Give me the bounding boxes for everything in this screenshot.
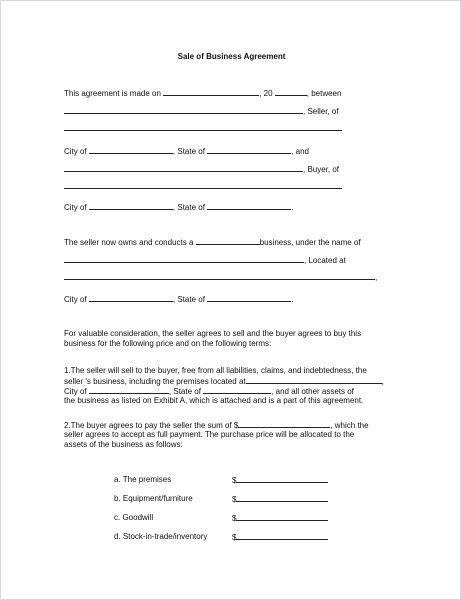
seller-city-label: City of bbox=[64, 147, 87, 156]
dollar-sign: $ bbox=[232, 533, 237, 542]
sum-blank[interactable] bbox=[238, 420, 330, 428]
clause2-line-3: assets of the business as follows: bbox=[64, 440, 183, 449]
allocation-equipment-field bbox=[232, 494, 328, 505]
premises-state-label: , State of bbox=[168, 387, 201, 396]
buyer-city-label: City of bbox=[64, 203, 87, 212]
year-prefix-text: , 20 bbox=[259, 89, 273, 98]
between-text: , between bbox=[306, 89, 342, 98]
and-text: , and bbox=[291, 147, 309, 156]
dollar-sign: $ bbox=[232, 476, 237, 485]
comma-text: , bbox=[381, 377, 384, 386]
date-blank[interactable] bbox=[163, 88, 259, 96]
sum-text: 2.The buyer agrees to pay the seller the sum of $ bbox=[64, 421, 239, 430]
business-type-blank[interactable] bbox=[196, 237, 260, 245]
located-at-text: , Located at bbox=[304, 256, 346, 265]
buyer-state-blank[interactable] bbox=[207, 202, 294, 212]
seller-city-state-line bbox=[64, 146, 309, 157]
business-address-blank[interactable] bbox=[64, 272, 378, 282]
clause2-line-2: seller agrees to accept as full payment. The purchase price will be allocated to the bbox=[64, 430, 355, 439]
consideration-line-1: For valuable consideration, the seller agrees to sell and the buyer agrees to buy this bbox=[64, 329, 362, 338]
which-the-text: , which the bbox=[330, 421, 369, 430]
goodwill-amount-blank[interactable] bbox=[236, 513, 328, 521]
allocation-premises-label: a. The premises bbox=[114, 475, 172, 484]
buyer-state-label: , State of bbox=[172, 203, 205, 212]
business-name-blank[interactable] bbox=[64, 255, 304, 263]
premises-state-blank[interactable] bbox=[203, 386, 271, 394]
seller-state-blank[interactable] bbox=[207, 146, 291, 154]
allocation-inventory-label: d. Stock-in-trade/inventory bbox=[114, 532, 208, 541]
seller-city-blank[interactable] bbox=[89, 146, 173, 154]
equipment-amount-blank[interactable] bbox=[236, 494, 328, 502]
buyer-name-line bbox=[64, 164, 339, 175]
business-state-label: , State of bbox=[172, 295, 205, 304]
business-type-line bbox=[64, 237, 361, 248]
premises-city-blank[interactable] bbox=[89, 386, 169, 394]
allocation-goodwill-field bbox=[232, 513, 328, 524]
seller-name-blank[interactable] bbox=[64, 106, 303, 114]
consideration-line-2: business for the following price and on the following terms: bbox=[64, 339, 272, 348]
dollar-sign: $ bbox=[232, 495, 237, 504]
business-state-blank[interactable] bbox=[207, 294, 294, 304]
business-address-line bbox=[64, 272, 377, 283]
period-text: . bbox=[291, 203, 294, 212]
premises-amount-blank[interactable] bbox=[236, 475, 328, 483]
document-title: Sale of Business Agreement bbox=[177, 52, 286, 61]
premises-located-text: seller 's business, including the premises located at bbox=[64, 377, 246, 386]
buyer-city-state-line bbox=[64, 202, 293, 213]
buyer-label: , Buyer, of bbox=[303, 165, 340, 174]
seller-address-blank[interactable] bbox=[64, 130, 342, 131]
business-owns-text: The seller now owns and conducts a bbox=[64, 238, 194, 247]
seller-state-label: , State of bbox=[172, 147, 205, 156]
seller-name-line bbox=[64, 106, 339, 117]
dollar-sign: $ bbox=[232, 514, 237, 523]
agreement-date-line bbox=[64, 88, 341, 99]
allocation-premises-field bbox=[232, 475, 328, 486]
business-name-text: business, under the name of bbox=[259, 238, 361, 247]
year-blank[interactable] bbox=[275, 88, 307, 96]
business-name-line bbox=[64, 255, 346, 266]
allocation-equipment-label: b. Equipment/furniture bbox=[114, 494, 193, 503]
business-city-state-line bbox=[64, 294, 293, 305]
clause1-line-1: 1.The seller will sell to the buyer, free from all liabilities, claims, and indebtedness, the bbox=[64, 366, 367, 375]
seller-label: , Seller, of bbox=[303, 107, 339, 116]
comma-text: , bbox=[375, 273, 378, 282]
buyer-name-blank[interactable] bbox=[64, 164, 303, 172]
buyer-address-blank[interactable] bbox=[64, 188, 342, 189]
inventory-amount-blank[interactable] bbox=[236, 532, 328, 540]
business-city-label: City of bbox=[64, 295, 87, 304]
made-on-text: This agreement is made on bbox=[64, 89, 161, 98]
premises-address-blank[interactable] bbox=[246, 376, 382, 384]
business-city-blank[interactable] bbox=[89, 294, 173, 302]
clause1-line-4: the business as listed on Exhibit A, which is attached and is a part of this agreement. bbox=[64, 396, 364, 405]
buyer-city-blank[interactable] bbox=[89, 202, 173, 210]
allocation-goodwill-label: c. Goodwill bbox=[114, 513, 154, 522]
other-assets-text: , and all other assets of bbox=[271, 387, 354, 396]
period-text: . bbox=[291, 295, 294, 304]
premises-city-label: City of bbox=[64, 387, 87, 396]
allocation-inventory-field bbox=[232, 532, 328, 543]
